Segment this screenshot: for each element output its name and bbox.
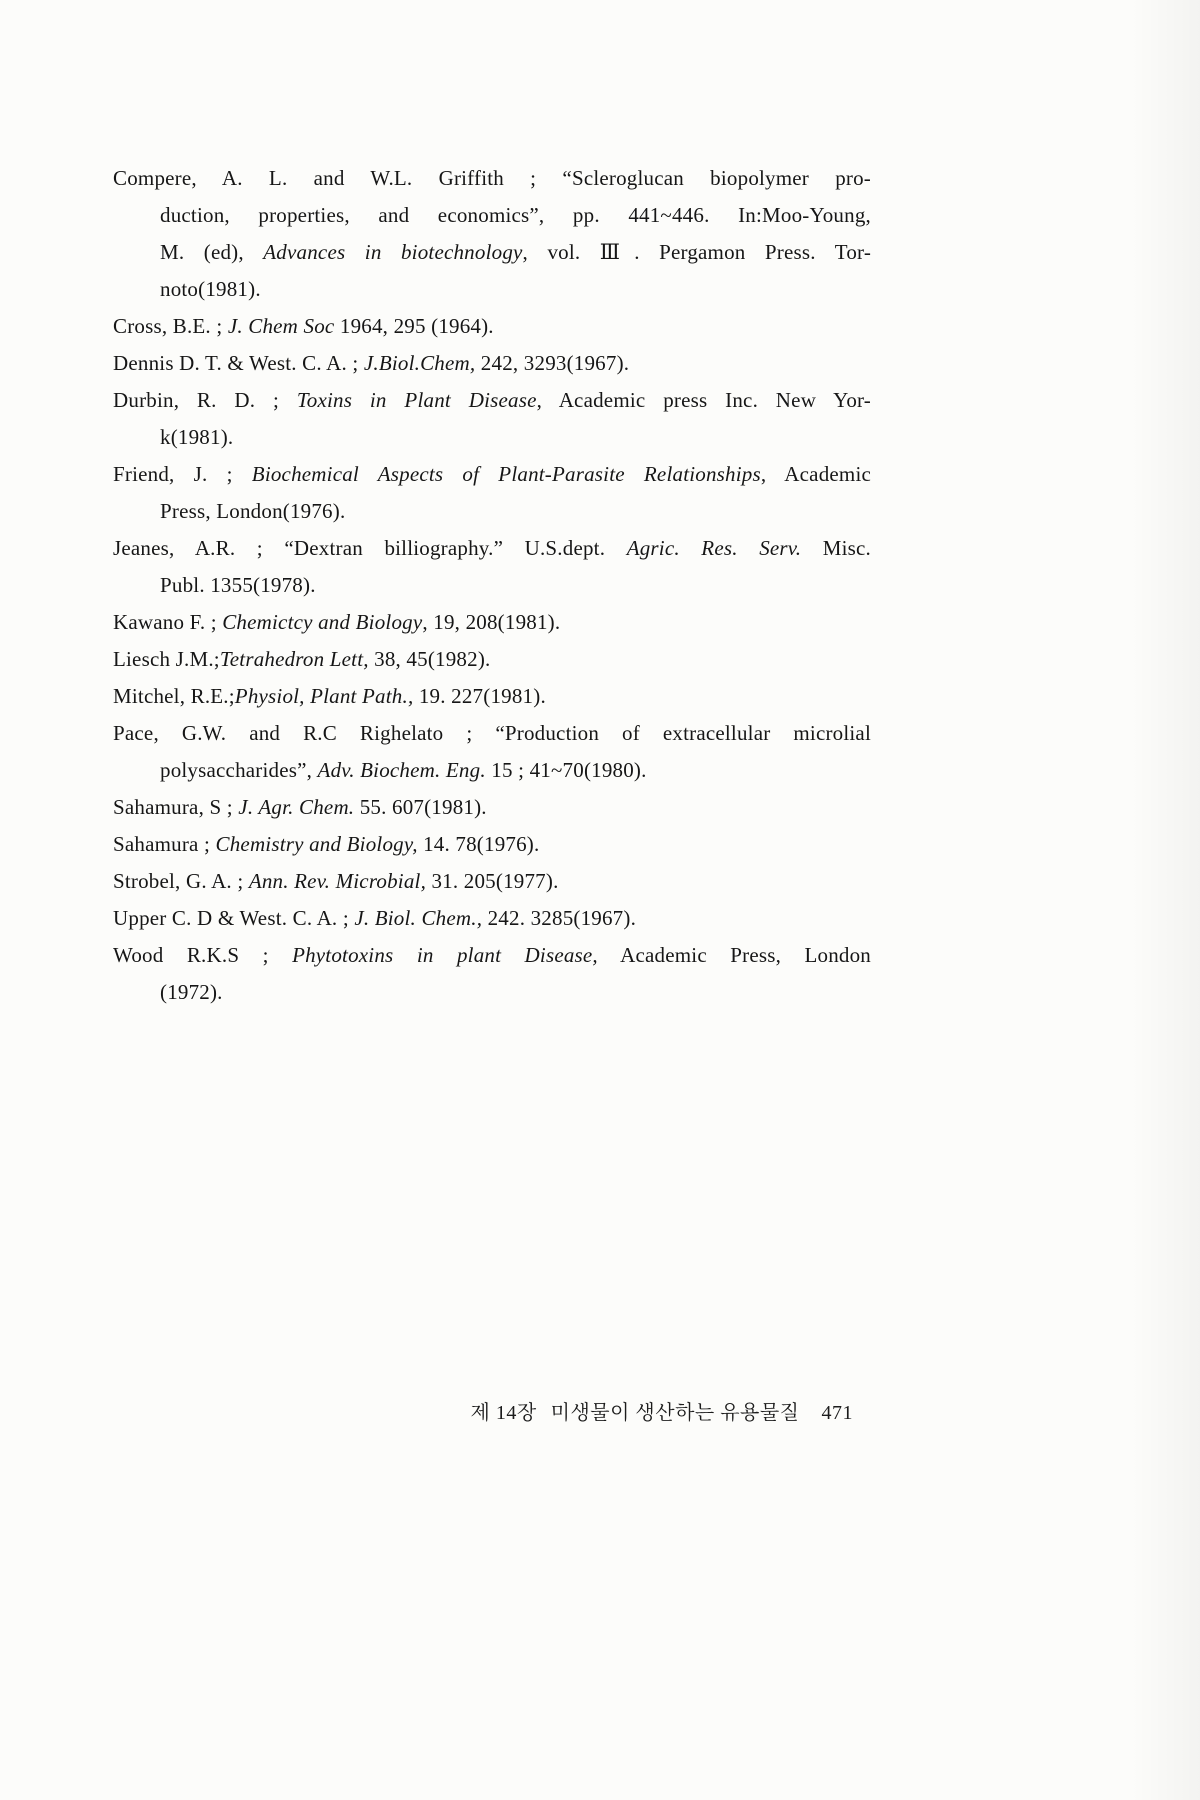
reference-text: , Academic press Inc. New Yor-: [536, 388, 872, 412]
reference-journal-title: Biochemical Aspects of Plant-Parasite Relationships: [251, 462, 761, 486]
reference-text: Mitchel, R.E.;: [113, 684, 235, 708]
reference-line: [113, 456, 871, 493]
reference-text: (1972).: [160, 980, 223, 1004]
reference-text: M. (ed),: [160, 240, 264, 264]
reference-text: Durbin, R. D. ;: [113, 388, 297, 412]
reference-line: [113, 530, 871, 567]
reference-entry: [113, 530, 871, 604]
reference-text: Wood R.K.S ;: [113, 943, 293, 967]
chapter-title: 미생물이 생산하는 유용물질: [550, 1402, 800, 1424]
reference-journal-title: Agric. Res. Serv.: [626, 536, 802, 560]
reference-text: Jeanes, A.R. ; “Dextran billiography.” U.S.dept.: [113, 536, 627, 560]
reference-journal-title: Chemictcy and Biology: [222, 610, 423, 634]
reference-text: 55. 607(1981).: [354, 795, 487, 819]
reference-line: [113, 345, 871, 382]
reference-line: [113, 382, 871, 419]
reference-text: Friend, J. ;: [113, 462, 252, 486]
reference-text: Press, London(1976).: [160, 499, 346, 523]
reference-line: [113, 308, 871, 345]
reference-text: Academic Press, London: [597, 943, 871, 967]
reference-text: duction, properties, and economics”, pp. 441~446. In:Moo-Young,: [160, 203, 871, 227]
reference-entry: [113, 937, 871, 1011]
reference-journal-title: Advances in biotechnology: [263, 240, 523, 264]
reference-line: [113, 234, 871, 271]
reference-line: [113, 826, 871, 863]
reference-text: 1964, 295 (1964).: [334, 314, 494, 338]
reference-line: [113, 974, 871, 1011]
reference-text: Kawano F. ;: [113, 610, 223, 634]
reference-journal-title: Tetrahedron Lett,: [219, 647, 369, 671]
reference-journal-title: Chemistry and Biology,: [215, 832, 418, 856]
reference-text: , 19, 208(1981).: [422, 610, 561, 634]
reference-text: Liesch J.M.;: [113, 647, 220, 671]
reference-line: [113, 789, 871, 826]
reference-journal-title: Ann. Rev. Microbial,: [248, 869, 427, 893]
reference-list: [113, 160, 871, 1011]
reference-journal-title: Phytotoxins in plant Disease,: [292, 943, 598, 967]
reference-line: [113, 863, 871, 900]
reference-text: Upper C. D & West. C. A. ;: [113, 906, 355, 930]
reference-entry: [113, 308, 871, 345]
chapter-number-label: 제 14장: [470, 1402, 537, 1424]
reference-entry: [113, 678, 871, 715]
reference-text: 31. 205(1977).: [426, 869, 559, 893]
reference-line: [113, 271, 871, 308]
reference-journal-title: Toxins in Plant Disease: [296, 388, 537, 412]
reference-line: [113, 493, 871, 530]
reference-entry: [113, 641, 871, 678]
reference-entry: [113, 456, 871, 530]
reference-text: 242. 3285(1967).: [482, 906, 637, 930]
reference-line: [113, 419, 871, 456]
reference-text: Compere, A. L. and W.L. Griffith ; “Scleroglucan biopolymer pro-: [113, 166, 871, 190]
reference-entry: [113, 160, 871, 308]
reference-text: noto(1981).: [160, 277, 261, 301]
reference-text: k(1981).: [160, 425, 234, 449]
reference-line: [113, 900, 871, 937]
reference-journal-title: Physiol, Plant Path.,: [234, 684, 414, 708]
reference-entry: [113, 863, 871, 900]
reference-line: [113, 678, 871, 715]
reference-entry: [113, 345, 871, 382]
reference-line: [113, 197, 871, 234]
reference-line: [113, 567, 871, 604]
reference-line: [113, 715, 871, 752]
reference-entry: [113, 715, 871, 789]
reference-line: [113, 641, 871, 678]
reference-text: 38, 45(1982).: [368, 647, 491, 671]
reference-journal-title: J. Chem Soc: [227, 314, 335, 338]
reference-entry: [113, 382, 871, 456]
reference-text: Pace, G.W. and R.C Righelato ; “Production of extracellular microlial: [113, 721, 871, 745]
reference-entry: [113, 900, 871, 937]
reference-text: , vol. Ⅲ. Pergamon Press. Tor-: [522, 240, 872, 264]
reference-line: [113, 604, 871, 641]
reference-journal-title: J. Agr. Chem.: [238, 795, 355, 819]
reference-journal-title: J. Biol. Chem.,: [354, 906, 483, 930]
reference-text: Sahamura ;: [113, 832, 216, 856]
reference-text: Publ. 1355(1978).: [160, 573, 316, 597]
reference-text: 242, 3293(1967).: [475, 351, 630, 375]
reference-entry: [113, 604, 871, 641]
reference-text: , Academic: [760, 462, 872, 486]
reference-entry: [113, 826, 871, 863]
page-number: 471: [821, 1402, 853, 1424]
page-footer: [113, 1396, 853, 1425]
reference-text: Misc.: [801, 536, 871, 560]
reference-journal-title: Adv. Biochem. Eng.: [317, 758, 486, 782]
reference-line: [113, 160, 871, 197]
reference-text: 14. 78(1976).: [417, 832, 540, 856]
reference-entry: [113, 789, 871, 826]
reference-line: [113, 937, 871, 974]
reference-text: 19. 227(1981).: [413, 684, 546, 708]
reference-text: polysaccharides”,: [160, 758, 318, 782]
reference-text: Dennis D. T. & West. C. A. ;: [113, 351, 364, 375]
reference-line: [113, 752, 871, 789]
reference-journal-title: J.Biol.Chem,: [363, 351, 476, 375]
reference-text: Strobel, G. A. ;: [113, 869, 249, 893]
reference-text: Sahamura, S ;: [113, 795, 239, 819]
reference-text: 15 ; 41~70(1980).: [485, 758, 647, 782]
reference-text: Cross, B.E. ;: [113, 314, 228, 338]
